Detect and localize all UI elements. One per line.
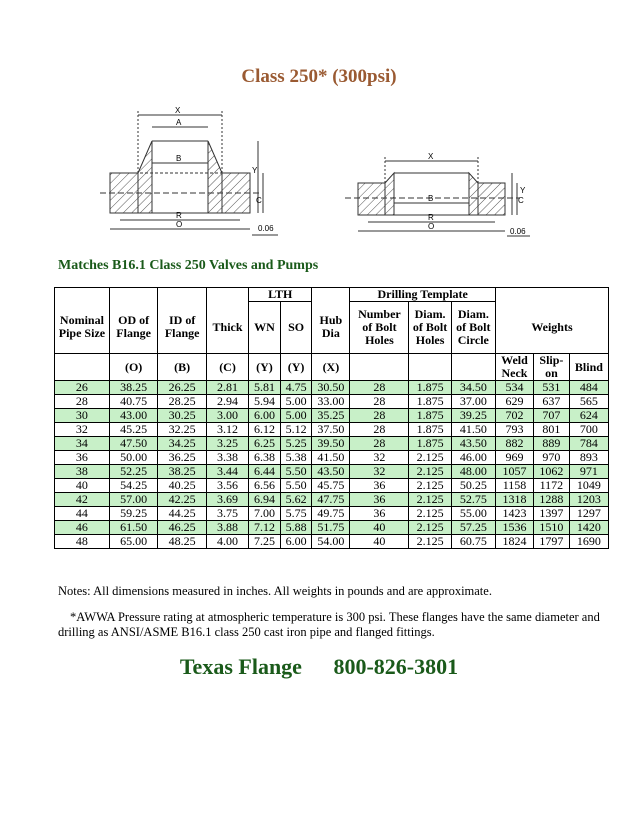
table-cell: 1797 <box>533 535 569 549</box>
table-cell: 34 <box>55 437 110 451</box>
table-cell: 3.25 <box>206 437 248 451</box>
table-cell: 36.25 <box>158 451 207 465</box>
company-name: Texas Flange <box>179 654 302 679</box>
table-cell: 6.00 <box>280 535 312 549</box>
table-cell: 5.38 <box>280 451 312 465</box>
table-cell: 969 <box>495 451 533 465</box>
header-row-1 <box>55 288 609 302</box>
table-cell: 48 <box>55 535 110 549</box>
table-cell: 5.88 <box>280 521 312 535</box>
table-cell: 1203 <box>569 493 608 507</box>
slip-on-label-c: C <box>518 196 524 205</box>
table-cell: 531 <box>533 381 569 395</box>
table-cell: 39.25 <box>451 409 495 423</box>
table-cell: 971 <box>569 465 608 479</box>
table-row <box>55 381 609 395</box>
table-cell: 36 <box>55 451 110 465</box>
table-cell: 59.25 <box>109 507 158 521</box>
table-cell: 5.94 <box>249 395 281 409</box>
table-cell: 1158 <box>495 479 533 493</box>
table-cell: 1824 <box>495 535 533 549</box>
table-cell: 3.88 <box>206 521 248 535</box>
table-cell: 5.00 <box>280 395 312 409</box>
table-cell: 707 <box>533 409 569 423</box>
table-cell: 1.875 <box>409 437 451 451</box>
table-cell: 3.00 <box>206 409 248 423</box>
weld-neck-label-y: Y <box>252 166 258 175</box>
table-cell: 1.875 <box>409 423 451 437</box>
table-cell: 2.125 <box>409 479 451 493</box>
table-cell: 30.25 <box>158 409 207 423</box>
table-cell: 1318 <box>495 493 533 507</box>
od-flange-header: OD of Flange <box>109 302 158 354</box>
table-cell: 5.50 <box>280 465 312 479</box>
slip-on-label-x: X <box>428 152 434 161</box>
table-cell: 50.00 <box>109 451 158 465</box>
table-cell: 1.875 <box>409 409 451 423</box>
subtitle: Matches B16.1 Class 250 Valves and Pumps <box>58 258 319 273</box>
table-row <box>55 507 609 521</box>
table-cell: 42 <box>55 493 110 507</box>
table-cell: 48.25 <box>158 535 207 549</box>
awwa-note: *AWWA Pressure rating at atmospheric temperature is 300 psi. These flanges have the same diameter and drilling as ANSI/ASME B16.1 class 250 cast iron pipe and flanged fittings. <box>58 610 600 639</box>
weld-neck-label-x: X <box>175 106 181 115</box>
table-cell: 6.94 <box>249 493 281 507</box>
table-cell: 702 <box>495 409 533 423</box>
table-cell: 28.25 <box>158 395 207 409</box>
table-cell: 45.75 <box>312 479 350 493</box>
table-cell: 801 <box>533 423 569 437</box>
page-title: Class 250* (300psi) <box>241 66 397 87</box>
table-cell: 34.25 <box>158 437 207 451</box>
table-cell: 3.75 <box>206 507 248 521</box>
symbol-b: (B) <box>158 354 207 381</box>
table-cell: 970 <box>533 451 569 465</box>
table-cell: 4.00 <box>206 535 248 549</box>
symbol-o: (O) <box>109 354 158 381</box>
table-cell: 43.00 <box>109 409 158 423</box>
table-cell: 37.50 <box>312 423 350 437</box>
table-cell: 45.25 <box>109 423 158 437</box>
table-cell: 5.50 <box>280 479 312 493</box>
weld-neck-label-b: B <box>176 154 182 163</box>
table-cell: 3.69 <box>206 493 248 507</box>
table-cell: 484 <box>569 381 608 395</box>
table-cell: 2.125 <box>409 521 451 535</box>
table-cell: 2.94 <box>206 395 248 409</box>
table-cell: 1.875 <box>409 395 451 409</box>
table-cell: 1.875 <box>409 381 451 395</box>
table-cell: 7.25 <box>249 535 281 549</box>
symbol-y-so: (Y) <box>280 354 312 381</box>
number-bolt-holes-header: Number of Bolt Holes <box>350 302 409 354</box>
table-cell: 3.44 <box>206 465 248 479</box>
nominal-pipe-size-header: Nominal Pipe Size <box>55 302 110 354</box>
table-cell: 2.81 <box>206 381 248 395</box>
table-cell: 48.00 <box>451 465 495 479</box>
table-cell: 43.50 <box>312 465 350 479</box>
table-cell: 32 <box>350 465 409 479</box>
table-cell: 629 <box>495 395 533 409</box>
table-cell: 38 <box>55 465 110 479</box>
weld-neck-header: Weld Neck <box>495 354 533 381</box>
table-cell: 5.12 <box>280 423 312 437</box>
slip-on-label-o: O <box>428 222 435 231</box>
table-cell: 637 <box>533 395 569 409</box>
table-cell: 38.25 <box>109 381 158 395</box>
slip-on-label-r: R <box>428 213 434 222</box>
table-cell: 7.12 <box>249 521 281 535</box>
thick-header: Thick <box>206 302 248 354</box>
table-cell: 54.00 <box>312 535 350 549</box>
table-cell: 44 <box>55 507 110 521</box>
slip-on-flange-drawing <box>345 157 530 236</box>
table-cell: 52.75 <box>451 493 495 507</box>
diam-bolt-circle-header: Diam. of Bolt Circle <box>451 302 495 354</box>
footer <box>0 654 638 680</box>
table-cell: 1297 <box>569 507 608 521</box>
table-cell: 32 <box>55 423 110 437</box>
table-row <box>55 423 609 437</box>
table-cell: 1420 <box>569 521 608 535</box>
table-cell: 6.25 <box>249 437 281 451</box>
table-cell: 39.50 <box>312 437 350 451</box>
table-cell: 7.00 <box>249 507 281 521</box>
weld-neck-label-a: A <box>176 118 182 127</box>
table-row <box>55 395 609 409</box>
table-cell: 30.50 <box>312 381 350 395</box>
table-cell: 57.00 <box>109 493 158 507</box>
table-cell: 4.75 <box>280 381 312 395</box>
table-cell: 28 <box>55 395 110 409</box>
table-cell: 6.12 <box>249 423 281 437</box>
table-cell: 28 <box>350 437 409 451</box>
table-cell: 40 <box>350 535 409 549</box>
table-cell: 793 <box>495 423 533 437</box>
weld-neck-label-c: C <box>256 196 262 205</box>
table-cell: 35.25 <box>312 409 350 423</box>
table-cell: 2.125 <box>409 535 451 549</box>
table-cell: 46.00 <box>451 451 495 465</box>
spec-table-body <box>55 381 609 549</box>
table-cell: 28 <box>350 395 409 409</box>
table-row <box>55 437 609 451</box>
table-cell: 893 <box>569 451 608 465</box>
table-cell: 46 <box>55 521 110 535</box>
notes: Notes: All dimensions measured in inches. All weights in pounds and are approximate. <box>58 584 492 598</box>
table-cell: 1690 <box>569 535 608 549</box>
table-cell: 34.50 <box>451 381 495 395</box>
symbol-c: (C) <box>206 354 248 381</box>
phone-number: 800-826-3801 <box>333 654 459 679</box>
slip-on-label-y: Y <box>520 186 526 195</box>
table-cell: 33.00 <box>312 395 350 409</box>
table-cell: 882 <box>495 437 533 451</box>
table-cell: 57.25 <box>451 521 495 535</box>
table-cell: 50.25 <box>451 479 495 493</box>
table-cell: 6.44 <box>249 465 281 479</box>
table-cell: 6.00 <box>249 409 281 423</box>
table-cell: 2.125 <box>409 493 451 507</box>
table-cell: 2.125 <box>409 507 451 521</box>
table-cell: 1397 <box>533 507 569 521</box>
table-cell: 700 <box>569 423 608 437</box>
weld-neck-label-dim: 0.06 <box>258 224 274 233</box>
table-cell: 1057 <box>495 465 533 479</box>
table-cell: 41.50 <box>451 423 495 437</box>
table-cell: 42.25 <box>158 493 207 507</box>
table-cell: 1062 <box>533 465 569 479</box>
table-cell: 40 <box>55 479 110 493</box>
drilling-template-header: Drilling Template <box>350 288 496 302</box>
table-row <box>55 451 609 465</box>
table-cell: 51.75 <box>312 521 350 535</box>
table-cell: 65.00 <box>109 535 158 549</box>
table-cell: 41.50 <box>312 451 350 465</box>
table-row <box>55 521 609 535</box>
table-cell: 60.75 <box>451 535 495 549</box>
wn-header: WN <box>249 302 281 354</box>
slip-on-label-dim: 0.06 <box>510 227 526 236</box>
table-cell: 55.00 <box>451 507 495 521</box>
flange-drawings <box>80 103 570 243</box>
table-cell: 40.25 <box>158 479 207 493</box>
table-cell: 2.125 <box>409 451 451 465</box>
table-row <box>55 535 609 549</box>
table-row <box>55 493 609 507</box>
table-cell: 5.25 <box>280 437 312 451</box>
table-cell: 1510 <box>533 521 569 535</box>
table-cell: 40.75 <box>109 395 158 409</box>
table-cell: 5.62 <box>280 493 312 507</box>
table-cell: 534 <box>495 381 533 395</box>
table-cell: 28 <box>350 409 409 423</box>
table-cell: 1288 <box>533 493 569 507</box>
table-cell: 565 <box>569 395 608 409</box>
table-cell: 54.25 <box>109 479 158 493</box>
symbol-x: (X) <box>312 354 350 381</box>
table-cell: 3.56 <box>206 479 248 493</box>
table-cell: 47.75 <box>312 493 350 507</box>
table-cell: 52.25 <box>109 465 158 479</box>
table-cell: 37.00 <box>451 395 495 409</box>
table-cell: 5.00 <box>280 409 312 423</box>
table-cell: 3.12 <box>206 423 248 437</box>
table-cell: 1536 <box>495 521 533 535</box>
table-cell: 47.50 <box>109 437 158 451</box>
table-cell: 43.50 <box>451 437 495 451</box>
table-cell: 1172 <box>533 479 569 493</box>
symbol-y-wn: (Y) <box>249 354 281 381</box>
symbol-row <box>55 354 609 381</box>
table-cell: 28 <box>350 381 409 395</box>
table-row <box>55 465 609 479</box>
table-cell: 36 <box>350 493 409 507</box>
slip-on-label-b: B <box>428 194 434 203</box>
diam-bolt-holes-header: Diam. of Bolt Holes <box>409 302 451 354</box>
table-row <box>55 409 609 423</box>
table-cell: 889 <box>533 437 569 451</box>
id-flange-header: ID of Flange <box>158 302 207 354</box>
table-cell: 32 <box>350 451 409 465</box>
weights-header: Weights <box>495 302 608 354</box>
hub-dia-header: Hub Dia <box>312 302 350 354</box>
table-cell: 28 <box>350 423 409 437</box>
table-cell: 784 <box>569 437 608 451</box>
table-cell: 30 <box>55 409 110 423</box>
table-cell: 5.81 <box>249 381 281 395</box>
table-cell: 3.38 <box>206 451 248 465</box>
lth-header: LTH <box>249 288 312 302</box>
table-cell: 26 <box>55 381 110 395</box>
table-cell: 44.25 <box>158 507 207 521</box>
table-cell: 1423 <box>495 507 533 521</box>
so-header: SO <box>280 302 312 354</box>
header-row-2 <box>55 302 609 354</box>
table-cell: 49.75 <box>312 507 350 521</box>
table-cell: 38.25 <box>158 465 207 479</box>
table-cell: 6.38 <box>249 451 281 465</box>
table-cell: 1049 <box>569 479 608 493</box>
table-cell: 36 <box>350 507 409 521</box>
table-cell: 32.25 <box>158 423 207 437</box>
table-row <box>55 479 609 493</box>
table-cell: 36 <box>350 479 409 493</box>
table-cell: 2.125 <box>409 465 451 479</box>
blind-header: Blind <box>569 354 608 381</box>
slip-on-header: Slip-on <box>533 354 569 381</box>
table-cell: 61.50 <box>109 521 158 535</box>
weld-neck-label-r: R <box>176 211 182 220</box>
flange-spec-table <box>54 287 609 549</box>
table-cell: 6.56 <box>249 479 281 493</box>
table-cell: 40 <box>350 521 409 535</box>
table-cell: 46.25 <box>158 521 207 535</box>
table-cell: 26.25 <box>158 381 207 395</box>
table-cell: 5.75 <box>280 507 312 521</box>
table-cell: 624 <box>569 409 608 423</box>
weld-neck-label-o: O <box>176 220 183 229</box>
